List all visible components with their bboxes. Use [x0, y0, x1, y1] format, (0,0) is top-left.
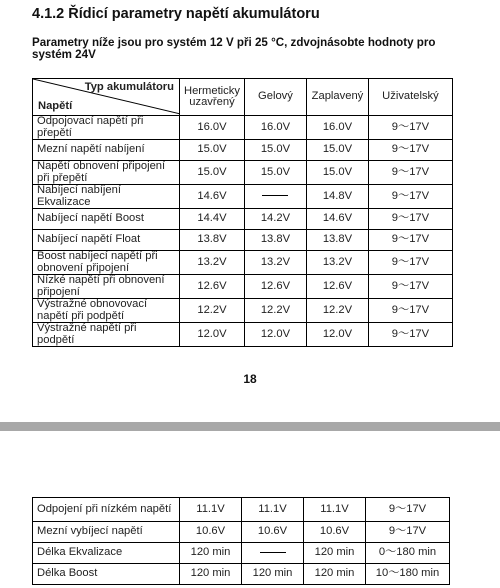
- value-cell: 15.0V: [180, 161, 245, 185]
- table-row: [33, 522, 450, 543]
- value-cell: 12.0V: [306, 323, 368, 347]
- table-row: [33, 116, 453, 140]
- table-row: [33, 498, 450, 522]
- page-break-divider: [0, 422, 500, 431]
- value-cell: 9～17V: [368, 185, 452, 209]
- value-cell: 10.6V: [242, 522, 304, 543]
- value-cell: 13.8V: [306, 230, 368, 251]
- section-heading: 4.1.2 Řídicí parametry napětí akumulátoru: [32, 6, 320, 22]
- value-cell: 12.6V: [306, 275, 368, 299]
- value-cell: [244, 185, 306, 209]
- row-label: Napětí obnovení připojení při přepětí: [33, 161, 180, 185]
- value-cell: 12.2V: [244, 299, 306, 323]
- value-cell: 12.6V: [244, 275, 306, 299]
- value-cell: 120 min: [180, 564, 242, 585]
- value-cell: 9～17V: [366, 522, 450, 543]
- value-cell: 120 min: [242, 564, 304, 585]
- not-applicable-dash: [262, 195, 288, 196]
- table-row: [33, 209, 453, 230]
- value-cell: 16.0V: [180, 116, 245, 140]
- value-cell: 13.8V: [244, 230, 306, 251]
- row-label: Odpojení při nízkém napětí: [33, 498, 180, 522]
- row-label: Boost nabíjecí napětí při obnovení připojení: [33, 251, 180, 275]
- value-cell: 13.2V: [244, 251, 306, 275]
- column-header-gel: Gelový: [244, 79, 306, 116]
- row-label: Výstražné obnovovací napětí při podpětí: [33, 299, 180, 323]
- corner-header-cell: [33, 79, 180, 116]
- row-label: Nabíjecí nabíjení Ekvalizace: [33, 185, 180, 209]
- value-cell: 120 min: [180, 543, 242, 564]
- value-cell: 14.6V: [306, 209, 368, 230]
- table-row: [33, 140, 453, 161]
- value-cell: 10.6V: [304, 522, 366, 543]
- value-cell: 120 min: [304, 564, 366, 585]
- value-cell: 15.0V: [306, 161, 368, 185]
- value-cell: 15.0V: [180, 140, 245, 161]
- table-header-row: [33, 79, 453, 116]
- not-applicable-dash: [260, 552, 286, 553]
- value-cell: 9～17V: [368, 116, 452, 140]
- row-label: Odpojovací napětí při přepětí: [33, 116, 180, 140]
- value-cell: 120 min: [304, 543, 366, 564]
- corner-label-voltage: Napětí: [38, 99, 73, 112]
- value-cell: 15.0V: [306, 140, 368, 161]
- value-cell: 11.1V: [180, 498, 242, 522]
- page-number: 18: [243, 372, 257, 386]
- value-cell: 9～17V: [368, 230, 452, 251]
- value-cell: 15.0V: [244, 140, 306, 161]
- value-cell: 0～180 min: [366, 543, 450, 564]
- battery-parameters-table-continued: [32, 497, 450, 585]
- value-cell: 9～17V: [368, 275, 452, 299]
- table-row: [33, 251, 453, 275]
- column-header-user: Uživatelský: [368, 79, 452, 116]
- value-cell: 12.6V: [180, 275, 245, 299]
- corner-label-battery-type: Typ akumulátoru: [84, 81, 174, 93]
- value-cell: 12.0V: [244, 323, 306, 347]
- table-row: [33, 299, 453, 323]
- value-cell: 9～17V: [366, 498, 450, 522]
- column-header-flooded: Zaplavený: [306, 79, 368, 116]
- value-cell: 14.4V: [180, 209, 245, 230]
- value-cell: 16.0V: [244, 116, 306, 140]
- battery-parameters-table: [32, 78, 453, 347]
- value-cell: 13.8V: [180, 230, 245, 251]
- row-label: Výstražné napětí při podpětí: [33, 323, 180, 347]
- table-row: [33, 230, 453, 251]
- value-cell: [242, 543, 304, 564]
- value-cell: 15.0V: [244, 161, 306, 185]
- value-cell: 10～180 min: [366, 564, 450, 585]
- table-row: [33, 185, 453, 209]
- table-row: [33, 161, 453, 185]
- value-cell: 12.0V: [180, 323, 245, 347]
- row-label: Délka Boost: [33, 564, 180, 585]
- table-row: [33, 275, 453, 299]
- value-cell: 9～17V: [368, 299, 452, 323]
- row-label: Nabíjecí napětí Boost: [33, 209, 180, 230]
- value-cell: 11.1V: [242, 498, 304, 522]
- row-label: Délka Ekvalizace: [33, 543, 180, 564]
- value-cell: 9～17V: [368, 209, 452, 230]
- row-label: Mezní napětí nabíjení: [33, 140, 180, 161]
- value-cell: 16.0V: [306, 116, 368, 140]
- value-cell: 12.2V: [306, 299, 368, 323]
- value-cell: 9～17V: [368, 323, 452, 347]
- value-cell: 13.2V: [180, 251, 245, 275]
- value-cell: 14.8V: [306, 185, 368, 209]
- row-label: Nabíjecí napětí Float: [33, 230, 180, 251]
- table-row: [33, 323, 453, 347]
- value-cell: 14.2V: [244, 209, 306, 230]
- value-cell: 14.6V: [180, 185, 245, 209]
- table-row: [33, 543, 450, 564]
- value-cell: 9～17V: [368, 161, 452, 185]
- value-cell: 11.1V: [304, 498, 366, 522]
- value-cell: 9～17V: [368, 140, 452, 161]
- column-header-hermetic: Hermeticky uzavřený: [180, 79, 245, 116]
- section-subheading: Parametry níže jsou pro systém 12 V při 25 °C, zdvojnásobte hodnoty pro systém 24V: [32, 36, 436, 61]
- row-label: Nízké napětí při obnovení připojení: [33, 275, 180, 299]
- table-row: [33, 564, 450, 585]
- value-cell: 12.2V: [180, 299, 245, 323]
- value-cell: 9～17V: [368, 251, 452, 275]
- value-cell: 10.6V: [180, 522, 242, 543]
- value-cell: 13.2V: [306, 251, 368, 275]
- row-label: Mezní vybíjecí napětí: [33, 522, 180, 543]
